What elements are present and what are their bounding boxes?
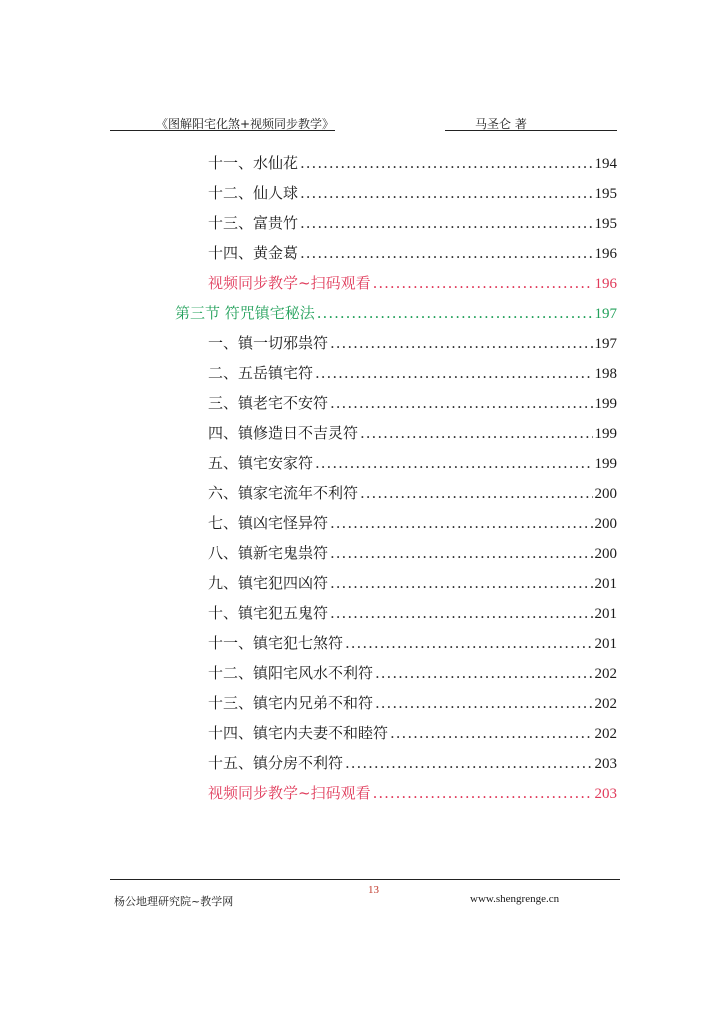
toc-entry-page: 195 [594, 186, 617, 202]
toc-entry [208, 780, 617, 806]
page-number: 13 [368, 884, 379, 896]
toc-entry-page: 196 [594, 246, 617, 262]
toc-entry [208, 510, 617, 536]
toc-entry-label: 七、镇凶宅怪异符 [208, 514, 329, 532]
toc-entry-label: 十五、镇分房不利符 [208, 754, 344, 772]
toc-entry-page: 203 [594, 786, 617, 802]
toc-entry [208, 630, 617, 656]
toc-entry-label: 三、镇老宅不安符 [208, 394, 329, 412]
toc-entry-page: 202 [594, 726, 617, 742]
toc-entry-page: 199 [594, 396, 617, 412]
toc-entry-label: 十一、水仙花 [208, 154, 299, 172]
toc-entry-page: 199 [594, 456, 617, 472]
footer-url: www.shengrenge.cn [470, 893, 560, 905]
toc-entry-label: 九、镇宅犯四凶符 [208, 574, 329, 592]
toc-entry-label: 十二、镇阳宅风水不利符 [208, 664, 374, 682]
toc-entry-label: 二、五岳镇宅符 [208, 364, 314, 382]
toc-dot-leader [360, 480, 592, 506]
toc-entry-label: 十二、仙人球 [208, 184, 299, 202]
toc-entry [208, 210, 617, 236]
toc-dot-leader [375, 660, 592, 686]
toc-entry-label: 四、镇修造日不吉灵符 [208, 424, 359, 442]
toc-entry-label: 第三节 符咒镇宅秘法 [175, 304, 315, 322]
toc-entry-page: 195 [594, 216, 617, 232]
toc-entry [208, 750, 617, 776]
toc-entry [208, 150, 617, 176]
toc-entry-label: 视频同步教学~扫码观看 [208, 274, 371, 292]
toc-entry-page: 202 [594, 696, 617, 712]
toc-dot-leader [345, 630, 592, 656]
toc-entry-label: 一、镇一切邪祟符 [208, 334, 329, 352]
header-rule-gap [335, 128, 445, 132]
toc-entry-label: 五、镇宅安家符 [208, 454, 314, 472]
toc-entry [208, 690, 617, 716]
toc-entry [208, 570, 617, 596]
toc-dot-leader [330, 570, 592, 596]
toc-entry-label: 十、镇宅犯五鬼符 [208, 604, 329, 622]
toc-entry [208, 390, 617, 416]
toc-dot-leader [330, 540, 592, 566]
toc-dot-leader [360, 420, 592, 446]
toc-entry [208, 330, 617, 356]
toc-dot-leader [375, 690, 592, 716]
book-title: 《图解阳宅化煞+视频同步教学》 [156, 117, 335, 131]
toc-entry-page: 203 [594, 756, 617, 772]
toc-entry-label: 视频同步教学~扫码观看 [208, 784, 371, 802]
toc-dot-leader [300, 180, 592, 206]
toc-entry-label: 六、镇家宅流年不利符 [208, 484, 359, 502]
toc-dot-leader [315, 360, 592, 386]
toc-dot-leader [330, 390, 592, 416]
toc-entry-page: 200 [594, 546, 617, 562]
toc-entry [208, 540, 617, 566]
toc-entry [208, 420, 617, 446]
toc-entry [208, 600, 617, 626]
toc-entry-page: 202 [594, 666, 617, 682]
toc-entry [208, 720, 617, 746]
toc-entry-page: 196 [594, 276, 617, 292]
toc-dot-leader [373, 270, 593, 296]
toc-dot-leader [330, 600, 592, 626]
toc-entry-page: 201 [594, 636, 617, 652]
toc-dot-leader [300, 240, 592, 266]
toc-entry [208, 270, 617, 296]
footer-site-name: 杨公地理研究院~教学网 [114, 895, 234, 908]
toc-entry-label: 十四、镇宅内夫妻不和睦符 [208, 724, 389, 742]
toc-dot-leader [373, 780, 593, 806]
toc-entry-label: 十三、富贵竹 [208, 214, 299, 232]
footer-rule [110, 879, 620, 880]
toc-entry-page: 194 [594, 156, 617, 172]
toc-dot-leader [317, 300, 593, 326]
toc-dot-leader [300, 150, 592, 176]
toc-entry-label: 八、镇新宅鬼祟符 [208, 544, 329, 562]
toc-entry [175, 300, 617, 326]
toc-entry [208, 660, 617, 686]
toc-dot-leader [330, 330, 592, 356]
toc-dot-leader [300, 210, 592, 236]
toc-dot-leader [330, 510, 592, 536]
toc-entry-page: 200 [594, 516, 617, 532]
toc-entry [208, 450, 617, 476]
toc-entry-label: 十一、镇宅犯七煞符 [208, 634, 344, 652]
toc-entry-page: 201 [594, 606, 617, 622]
toc-entry-label: 十四、黄金葛 [208, 244, 299, 262]
toc-entry-page: 198 [594, 366, 617, 382]
toc-entry-page: 200 [594, 486, 617, 502]
author-line: 马圣仑 著 [475, 117, 527, 131]
toc-entry [208, 240, 617, 266]
toc-entry-page: 197 [594, 336, 617, 352]
toc-dot-leader [345, 750, 592, 776]
toc-entry-page: 201 [594, 576, 617, 592]
toc-entry-page: 197 [594, 306, 617, 322]
toc-entry [208, 180, 617, 206]
toc-dot-leader [315, 450, 592, 476]
toc-entry [208, 480, 617, 506]
toc-dot-leader [390, 720, 592, 746]
toc-entry-label: 十三、镇宅内兄弟不和符 [208, 694, 374, 712]
toc-entry-page: 199 [594, 426, 617, 442]
toc-entry [208, 360, 617, 386]
